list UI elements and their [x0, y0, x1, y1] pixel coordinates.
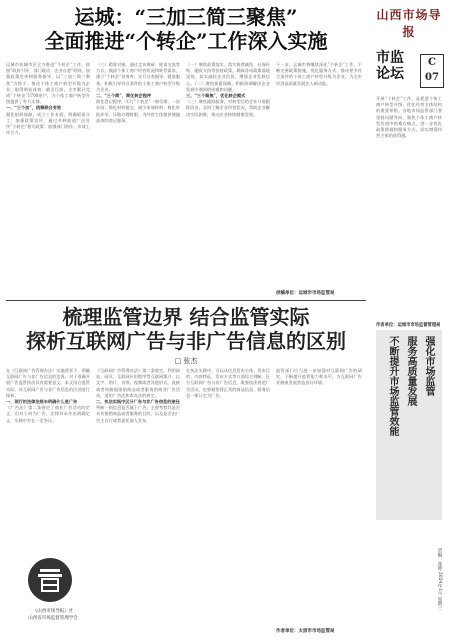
- publisher-logo-box: [10, 556, 96, 640]
- article2-headline-line1: 梳理监管边界 结合监管实际: [62, 305, 310, 329]
- article2-column-2: [96, 368, 180, 638]
- article1-col1-text: 运城市晋城市区全力推进“个转企”工作，按照“政府引导、部门联动、企业自愿”原则，加强政策宣传和服务指导，以“三加三简三聚焦”为抓手，推动个体工商户转型升级为企业，取得明显成效。截至目前，全市累计完成“个转企”1700余户，为个体工商户转型升级提供了有力支撑。: [6, 62, 90, 105]
- article1-column-3: [186, 62, 270, 298]
- article2-subheading-2: 二、执法实践中区分广告与非广告信息的途径: [96, 399, 180, 405]
- sidebar: [372, 0, 446, 640]
- article1-col4-text: 下一步，运城市将继续深化“个转企”工作，不断完善政策措施，优化服务方式，推动更多符合条件的个体工商户转型升级为企业，为全市经济高质量发展注入新动能。: [276, 62, 362, 86]
- page-footer-info: 责编：张婷 2024年1月 星期三: [437, 548, 442, 611]
- seal-icon: [36, 567, 64, 593]
- article1-col2b-text: 简化登记程序，实行“个转企”一窗受理、一次办结；简化材料提交，减少申请材料；简化审批环节，压缩办理时限，为经营主体提供便捷高效的登记服务。: [96, 99, 180, 123]
- article1-subheading-3: 三、“三个聚焦”，优化转企模式: [186, 93, 246, 99]
- article2-col1-text: 在《互联网广告管理办法》实施背景下，明确互联网广告与非广告信息的边界，对于准确开展广告监管执法具有重要意义。本文结合监管实际，对互联网广告与非广告信息的区别进行探析。: [6, 368, 90, 398]
- sidebar-author: 作者单位：运城市市场监督管理局: [376, 323, 441, 328]
- article2-col2b-text: 判断一则信息是否属于广告，主要考察其是否具有推销商品或者服务的目的，以及是否由广告主自行或者委托他人发布。: [96, 405, 180, 423]
- publisher-logo-icon: [28, 558, 72, 602]
- section-number-box: [420, 54, 444, 88]
- slogan-col3: 不断提升市场监管效能: [387, 336, 398, 436]
- article1-column-2: [96, 62, 180, 298]
- main-content: [6, 0, 366, 640]
- article2-col2-text: 《互联网广告管理办法》第二条规定，利用网站、网页、互联网应用程序等互联网媒介，以文字、图片、音频、视频或者其他形式，直接或者间接地推销商品或者服务的商业广告活动，适用广告法和本办法的规定。: [96, 368, 180, 398]
- slogan-col2: 服务高质量发展: [405, 336, 416, 406]
- article2-col3-text: 在执法实践中，可以从信息发布主体、发布目的、内容特征、发布方式等方面综合判断，区分互联网广告与非广告信息，既要依法规范广告活动，也要避免将正常的商品信息、服务信息一律认定为广告。: [186, 368, 270, 398]
- article2-col4-text: 监管部门应当进一步加强对互联网广告的研究，不断提升监管能力和水平，为互联网广告业健康发展营造良好环境。: [276, 368, 362, 386]
- article2-headline-line2: 探析互联网广告与非广告信息的区别: [26, 329, 346, 353]
- newspaper-brand: 山西市场导报: [376, 8, 442, 39]
- article2-col1b-text: 《广告法》第二条规定了商业广告活动的定义，但对于何为广告，法律并未作出明确定义，实践中存在一定争议。: [6, 405, 90, 423]
- slogan-banner: [376, 330, 442, 520]
- article2-byline: □ 张杰: [174, 357, 198, 365]
- article1-headline-line1: 运城：“三加三简三聚焦”: [74, 5, 298, 29]
- section-letter: C: [428, 57, 436, 68]
- sidebar-body: 开展“个转企”工作，是促进个体工商户转型升级、优化经营主体结构的重要举措。各地市场监管部门要坚持问题导向，聚焦个体工商户转型发展中的难点痛点，进一步优化政策措施和服务方式，切实增强经营主体的获得感。: [376, 96, 442, 139]
- article1-subheading-2: 二、“三个简”，简化转企程序: [96, 93, 152, 99]
- article1-subheading-1: 一、“三个加”，统筹联合有效: [6, 105, 62, 111]
- article2-column-4: [276, 368, 362, 624]
- logo-caption: [10, 608, 96, 622]
- article1-author: 供稿单位：运城市市场监管局: [276, 291, 335, 296]
- article1-column-4: [276, 62, 362, 288]
- article2-column-3: [186, 368, 270, 638]
- article1-col3-text: （一）聚焦政策落实。落实税费减免、社保补贴、融资支持等扶持政策，确保各项政策落地见效，切实减轻企业负担，增强企业发展信心。（二）聚焦要素保障。积极协调解决企业发展中遇到的困难和问题。: [186, 62, 270, 92]
- logo-caption-line2: 山西省市场监督管理学会: [28, 616, 78, 621]
- section-number: 07: [425, 72, 439, 83]
- slogan-col1: 强化市场监管: [423, 336, 434, 396]
- section-divider: [6, 300, 366, 301]
- logo-caption-line1: 《山西市场导报》社: [32, 609, 74, 614]
- article1-headline-line2: 全面推进“个转企”工作深入实施: [44, 29, 328, 53]
- section-title: 市监论坛: [376, 50, 404, 82]
- article1-col1b-text: 强化组织保障，成立工作专班，明确职责分工；加强政策宣传，通过多种渠道广泛宣传“个转企”相关政策；加强部门协作，形成工作合力。: [6, 111, 90, 136]
- article2-column-1: [6, 368, 90, 554]
- article2-author: 作者单位：太原市市场监管局: [276, 629, 335, 634]
- article1-col3b-text: （三）聚焦跟踪服务。对转型后的企业开展跟踪回访，及时了解企业经营状况，帮助企业解决实际困难，推动企业持续健康发展。: [186, 99, 270, 117]
- article1-col2-text: （三）精准对接。通过走访调研、座谈交流等方式，摸清个体工商户经营状况和转型需求，建立“个转企”培育库，实行分类指导、精准服务，积极引导符合条件的个体工商户转型升级为企业。: [96, 62, 180, 92]
- article2-subheading-1: 一、现行的法律法规未明确什么是广告: [6, 399, 78, 405]
- article1-column-1: [6, 62, 90, 298]
